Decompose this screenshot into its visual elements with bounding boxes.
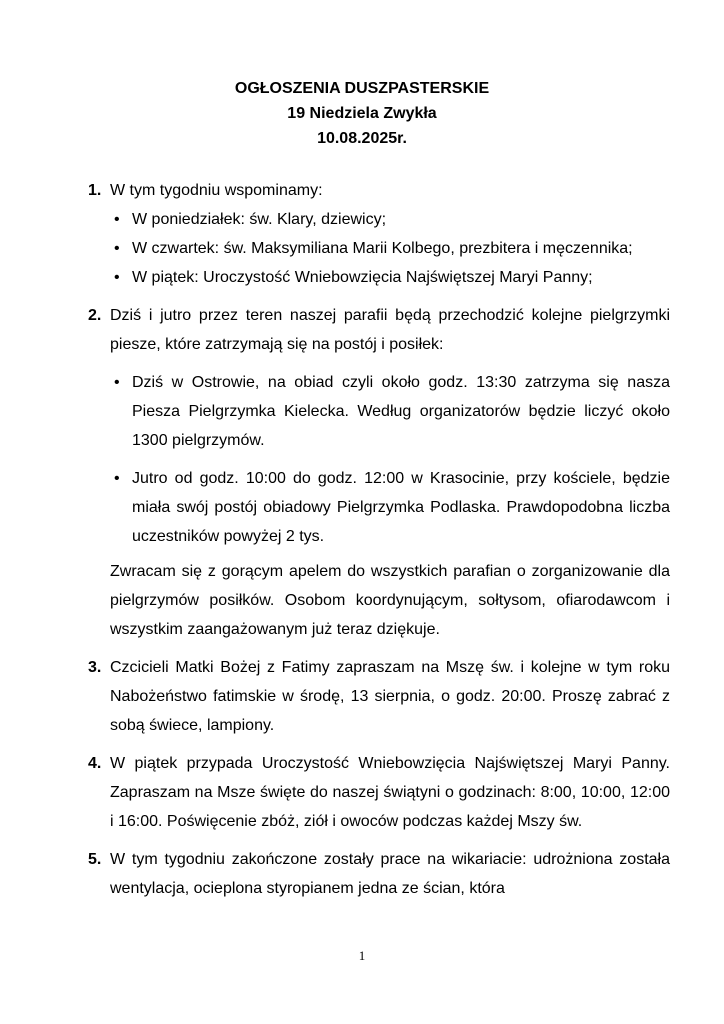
bullet-icon: • (114, 374, 120, 391)
bullet-icon: • (114, 211, 120, 228)
sunday-name: 19 Niedziela Zwykła (287, 105, 437, 122)
announcement-item-1 (88, 176, 670, 292)
announcement-item-5 (88, 845, 670, 903)
memorial-list (110, 205, 670, 292)
item-text: W piątek przypada Uroczystość Wniebowzięcia Najświętszej Maryi Panny. Zapraszam na Msze święte do naszej świątyni o godzinach: 8:00, 10:00, 12:00 i 16:00. Poświęcenie zbóż, ziół i owoców podczas każdej Mszy św. (110, 755, 670, 830)
list-item: • W czwartek: św. Maksymiliana Marii Kolbego, prezbitera i męczennika; (110, 234, 670, 263)
item-text: W tym tygodniu zakończone zostały prace na wikariacie: udrożniona została wentylacja, ocieplona styropianem jedna ze ścian, która (110, 851, 670, 897)
pilgrimage-list (110, 368, 670, 551)
bullet-icon: • (114, 269, 120, 286)
item-number: 1. (88, 182, 102, 199)
document-title: OGŁOSZENIA DUSZPASTERSKIE (234, 80, 490, 97)
announcement-header (0, 76, 724, 151)
list-item: • W piątek: Uroczystość Wniebowzięcia Najświętszej Maryi Panny; (110, 263, 670, 292)
announcement-item-2 (88, 301, 670, 644)
announcements-list (88, 176, 670, 912)
list-item: • Dziś w Ostrowie, na obiad czyli około godz. 13:30 zatrzyma się nasza Piesza Pielgrzymka Kielecka. Według organizatorów będzie liczyć około 1300 pielgrzymów. (110, 368, 670, 455)
bullet-icon: • (114, 470, 120, 487)
announcement-item-4 (88, 749, 670, 836)
item-number: 2. (88, 307, 102, 324)
item-intro: W tym tygodniu wspominamy: (110, 182, 323, 199)
item-number: 4. (88, 755, 102, 772)
announcement-item-3 (88, 653, 670, 740)
bullet-icon: • (114, 240, 120, 257)
item-closing: Zwracam się z gorącym apelem do wszystkich parafian o zorganizowanie dla pielgrzymów posiłków. Osobom koordynującym, sołtysom, ofiarodawcom i wszystkim zaangażowanym już teraz dziękuje. (110, 563, 670, 638)
list-item: • Jutro od godz. 10:00 do godz. 12:00 w Krasocinie, przy kościele, będzie miała swój postój obiadowy Pielgrzymka Podlaska. Prawdopodobna liczba uczestników powyżej 2 tys. (110, 464, 670, 551)
item-number: 5. (88, 851, 102, 868)
page-number: 1 (358, 948, 366, 963)
item-intro: Dziś i jutro przez teren naszej parafii będą przechodzić kolejne pielgrzymki piesze, które zatrzymają się na postój i posiłek: (110, 307, 670, 353)
item-text: Czcicieli Matki Bożej z Fatimy zapraszam na Mszę św. i kolejne w tym roku Nabożeństwo fatimskie w środę, 13 sierpnia, o godz. 20:00. Proszę zabrać z sobą świece, lampiony. (110, 659, 670, 734)
list-item: • W poniedziałek: św. Klary, dziewicy; (110, 205, 670, 234)
announcement-date: 10.08.2025r. (317, 130, 407, 147)
item-number: 3. (88, 659, 102, 676)
